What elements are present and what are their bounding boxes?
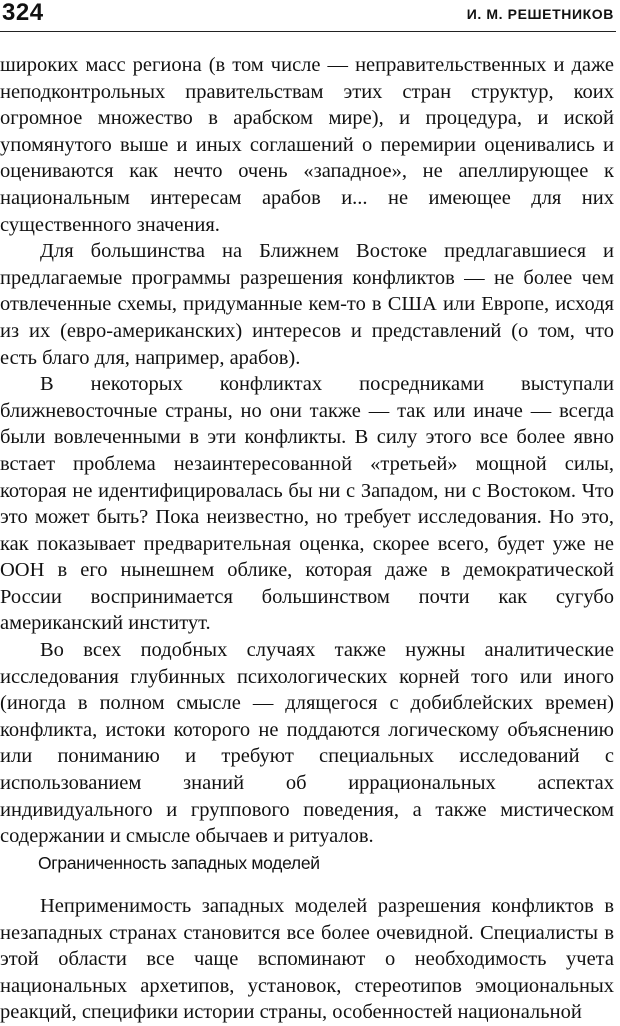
section-heading: Ограниченность западных моделей [38, 853, 320, 873]
page-number: 324 [2, 0, 44, 26]
section-paragraph: Неприменимость западных моделей разрешения конфликтов в незападных странах становится все более очевидной. Специалисты в этой области все чаще вспоминают о необходимость учета национальных архетипов, установок, стереотипов эмоциональных реакций, специфики истории страны, особенностей национальной [0, 895, 614, 1024]
paragraph-1: широких масс региона (в том числе — неправительственных и даже неподконтрольных правительствам этих стран структур, коих огромное множество в арабском мире), и процедура, и иской упомянутого выше и иных соглашений о перемирии оценивались и оцениваются как нечто очень «западное», не апеллирующее к национальным интересам арабов и... не имеющее для них существенного значения. [0, 54, 614, 236]
paragraph-4: Во всех подобных случаях также нужны аналитические исследования глубинных психологических корней того или иного (иногда в полном смысле — длящегося с добиблейских времен) конфликта, истоки которого не поддаются логическому объяснению или пониманию и требуют специальных исследований с использованием знаний об иррациональных аспектах индивидуального и группового поведения, а также мистическом содержании и смысле обычаев и ритуалов. [0, 639, 614, 848]
running-head-author: И. М. РЕШЕТНИКОВ [466, 6, 614, 22]
main-text [0, 52, 614, 850]
paragraph-3: В некоторых конфликтах посредниками выступали ближневосточные страны, но они также — так или иначе — всегда были вовлеченными в эти конфликты. В силу этого все более явно встает проблема незаинтересованной «третьей» мощной силы, которая не идентифицировалась бы ни с Западом, ни с Востоком. Что это может быть? Пока неизвестно, но требует исследования. Но это, как показывает предварительная оценка, скорее всего, будет уже не ООН в его нынешнем облике, которая даже в демократической России воспринимается большинством почти как сугубо американский институт. [0, 373, 614, 635]
header-rule [0, 31, 616, 32]
section-text [0, 893, 614, 1026]
paragraph-2: Для большинства на Ближнем Востоке предлагавшиеся и предлагаемые программы разрешения конфликтов — не более чем отвлеченные схемы, придуманные кем-то в США или Европе, исходя из их (евро-американских) интересов и представлений (о том, что есть благо для, например, арабов). [0, 240, 614, 369]
page-header [0, 0, 616, 30]
